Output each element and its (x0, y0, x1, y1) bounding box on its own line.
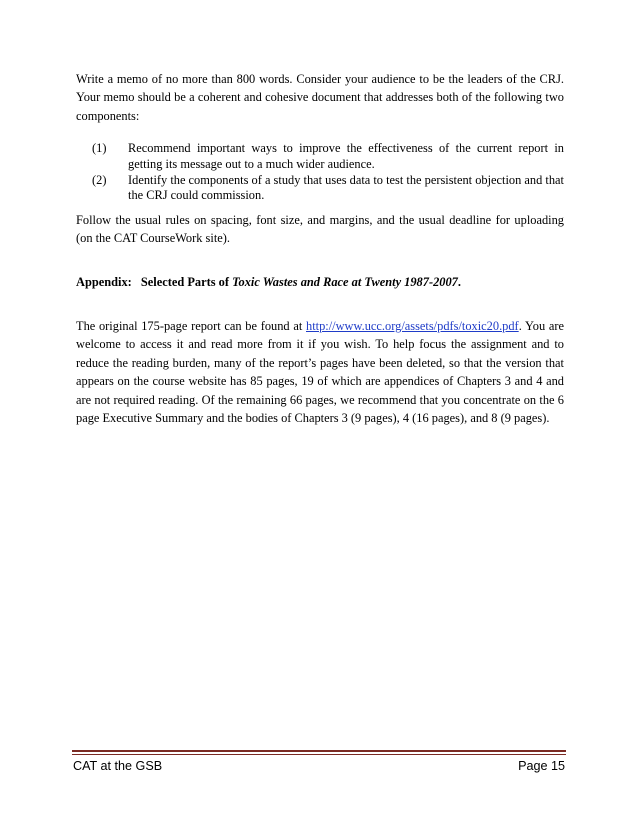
list-text: Identify the components of a study that uses data to test the persistent objection and that the CRJ could commission. (128, 172, 564, 203)
appendix-heading (76, 273, 566, 291)
footer-left-text: CAT at the GSB (73, 759, 163, 773)
intro-paragraph: Write a memo of no more than 800 words. Consider your audience to be the leaders of the CRJ. Your memo should be a coherent and cohesive document that addresses both of the following two components: (76, 72, 564, 123)
list-number: (2) (92, 172, 107, 187)
list-text: Recommend important ways to improve the effectiveness of the current report in getting its message out to a much wider audience. (128, 141, 564, 171)
footer-rule-thin (72, 754, 566, 755)
appendix-label: Appendix: (76, 275, 132, 289)
appendix-lead: Selected Parts of (140, 275, 229, 289)
list-number: (1) (92, 141, 107, 155)
list-item (78, 173, 564, 205)
original-before: The original 175-page report can be found at (76, 319, 303, 333)
list-item (78, 141, 564, 173)
components-list (78, 141, 564, 204)
original-report-paragraph (76, 317, 564, 427)
appendix-report-title: Toxic Wastes and Race at Twenty 1987-2007 (232, 275, 458, 289)
report-link[interactable]: http://www.ucc.org/assets/pdfs/toxic20.pdf (306, 319, 519, 333)
instructions-paragraph: Follow the usual rules on spacing, font size, and margins, and the usual deadline for uploading (on the CAT CourseWork site). (76, 213, 564, 246)
appendix-end: . (457, 275, 461, 289)
original-after: . You are welcome to access it and read more from it if you wish. To help focus the assignment and to reduce the reading burden, many of the report’s pages have been deleted, so that the version that appears on the course website has 85 pages, 19 of which are appendices of Chapters 3 and 4 and are not required reading. Of the remaining 66 pages, we recommend that you concentrate on the 6 page Executive Summary and the bodies of Chapters 3 (9 pages), 4 (16 pages), and 8 (9 pages). (76, 319, 564, 426)
page-number: Page 15 (518, 759, 565, 773)
footer-rule-thick (72, 750, 566, 752)
